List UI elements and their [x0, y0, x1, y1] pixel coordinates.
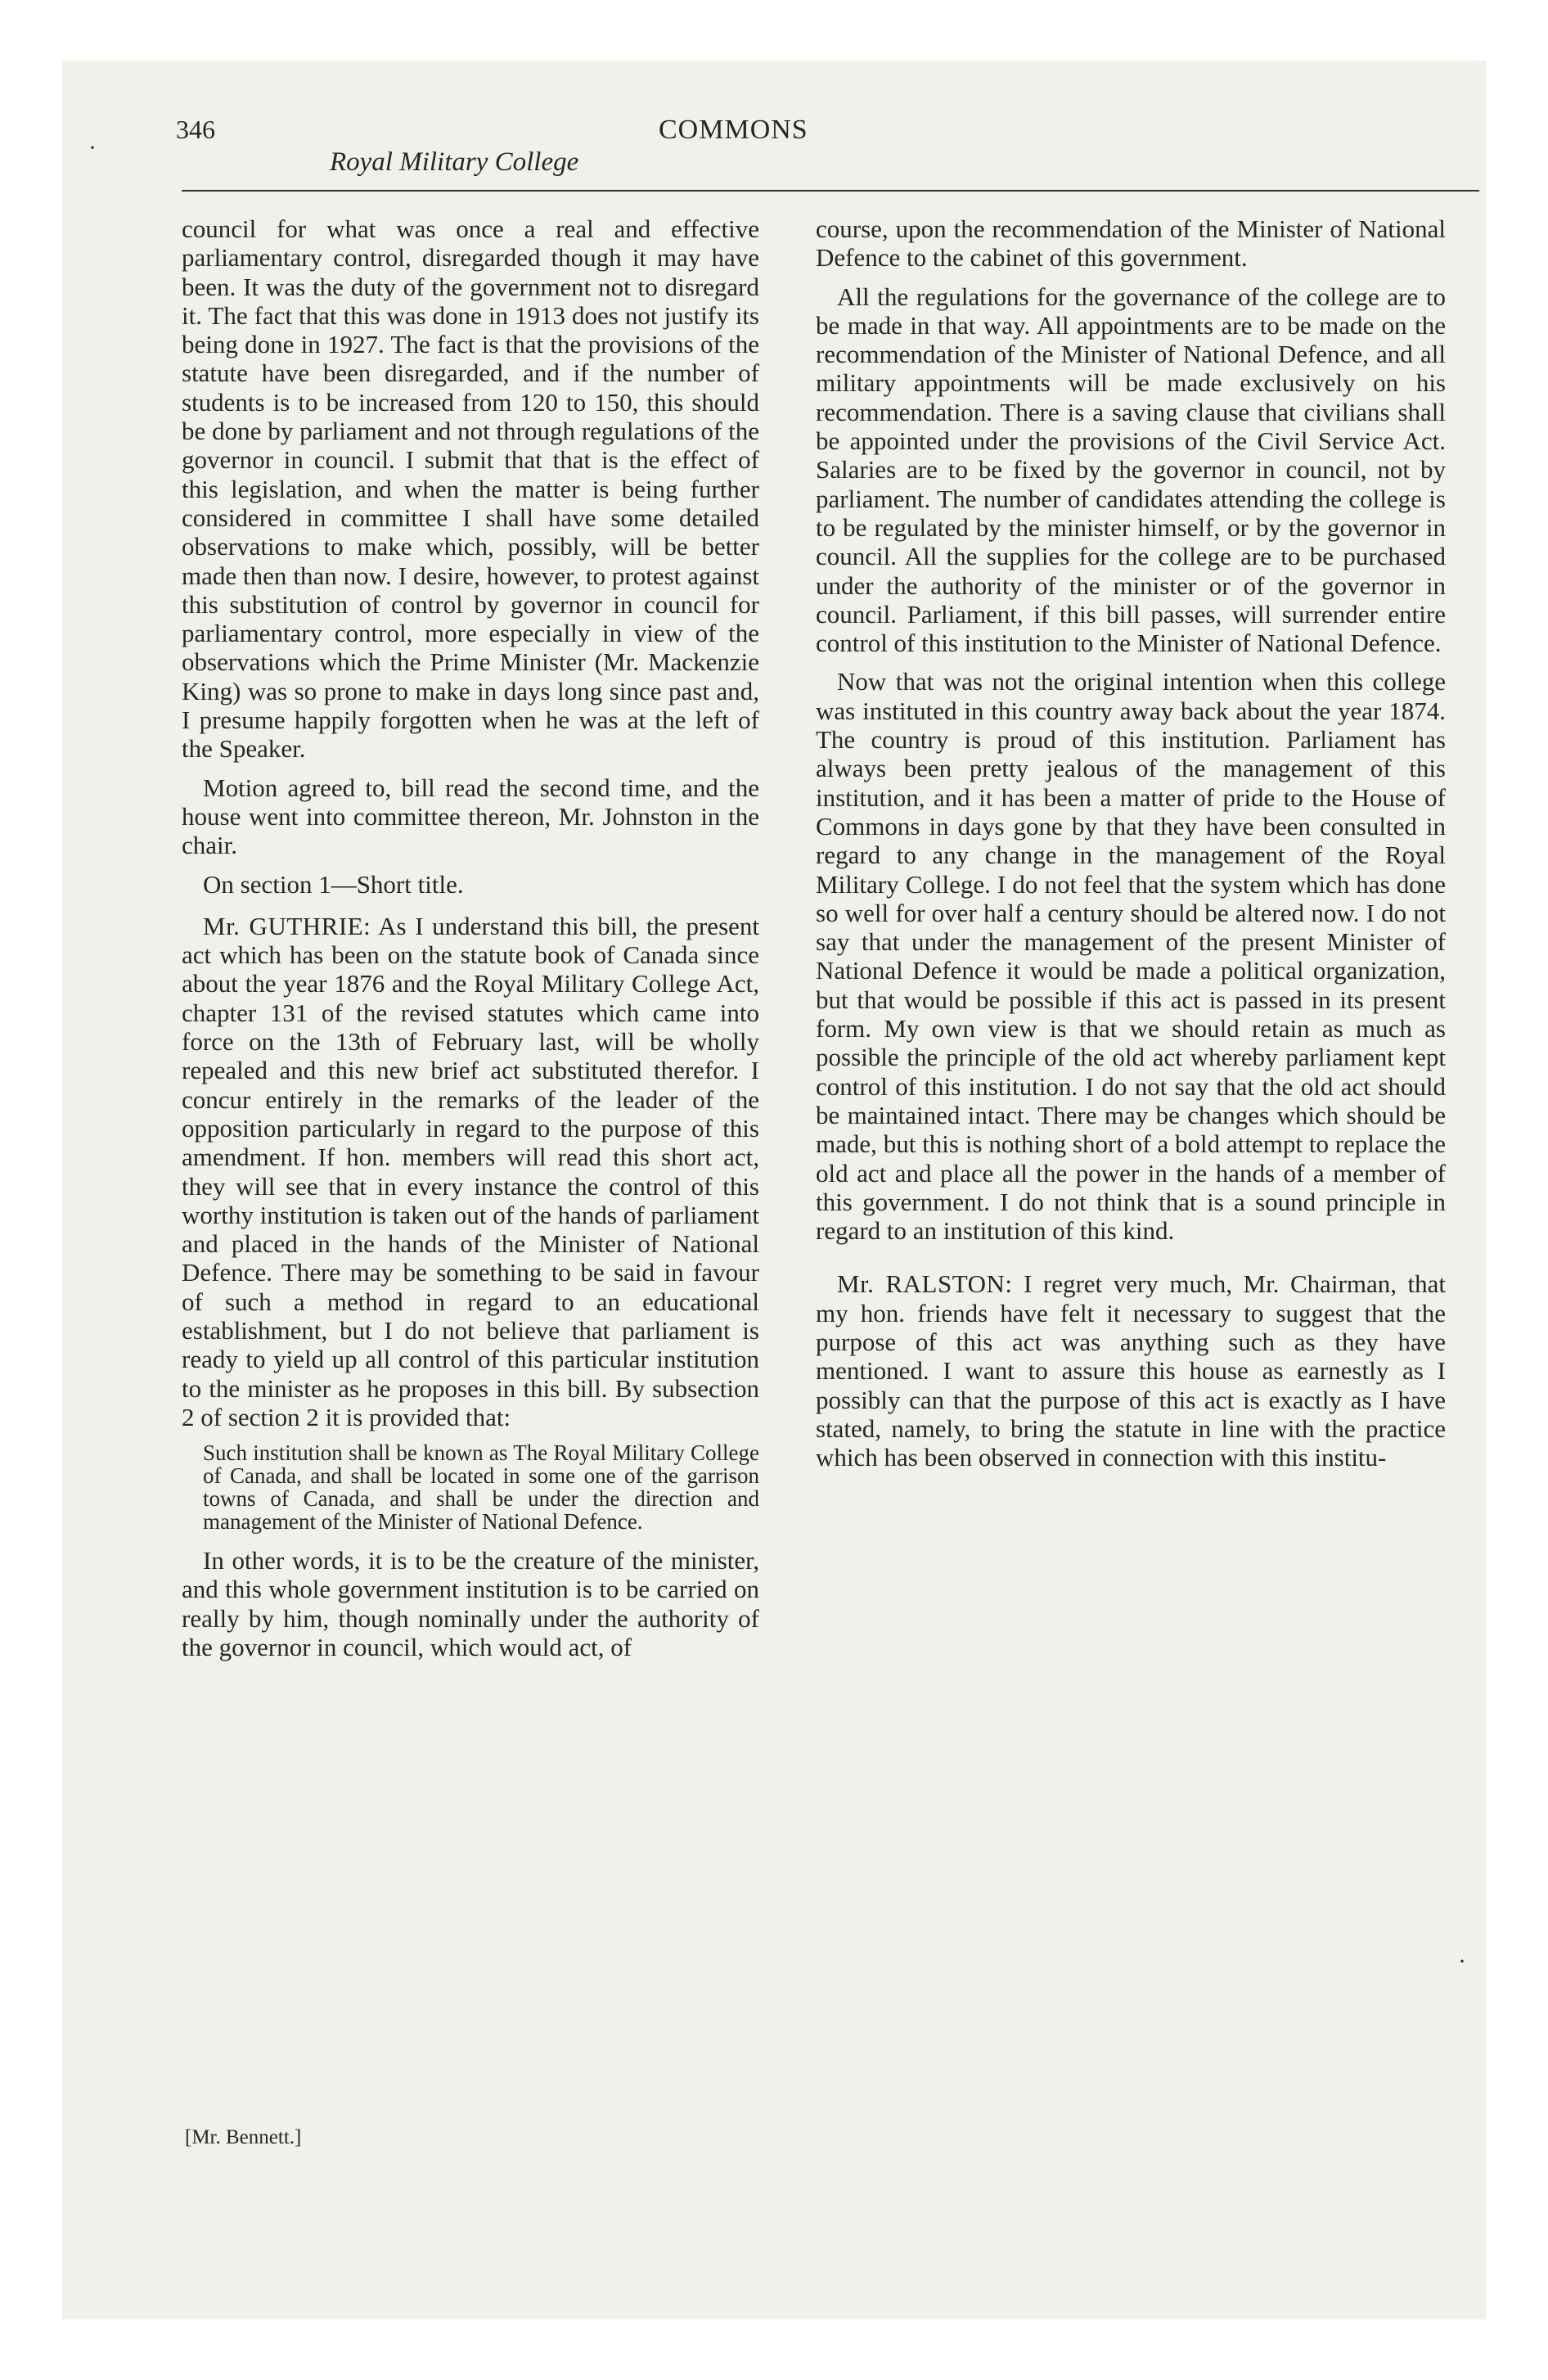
page-number: 346	[176, 115, 215, 144]
paragraph: Motion agreed to, bill read the second time, and the house went into committee thereon, Mr. Johnston in the chair.	[182, 773, 759, 860]
speech-paragraph	[182, 912, 759, 1431]
block-quote: Such institution shall be known as The Royal Military College of Canada, and shall be located in some one of the garrison towns of Canada, and shall be under the direction and management of the Minister of National Defence.	[203, 1440, 759, 1535]
margin-dot: ·	[1458, 1948, 1466, 1975]
speech-text: I regret very much, Mr. Chairman, that my hon. friends have felt it necessary to suggest that the purpose of this act was anything such as they have mentioned. I want to assure this house as earnestly as I possibly can that the purpose of this act is exactly as I have stated, namely, to bring the statute in line with the practice which has been observed in connection with this institu-	[816, 1269, 1446, 1472]
left-column	[182, 214, 759, 1671]
speaker-name: Mr. RALSTON:	[837, 1269, 1013, 1299]
paragraph: In other words, it is to be the creature of the minister, and this whole government institution is to be carried on really by him, though nominally under the authority of the governor in council, which would act, of	[182, 1546, 759, 1662]
paragraph: Now that was not the original intention when this college was instituted in this country away back about the year 1874. The country is proud of this institution. Parliament has always been pretty jealous of the management of this institution, and it has been a matter of pride to the House of Commons in days gone by that they have been consulted in regard to any change in the management of the Royal Military College. I do not feel that the system which has done so well for over half a century should be altered now. I do not say that under the management of the present Minister of National Defence it would be made a political organization, but that would be possible if this act is passed in its present form. My own view is that we should retain as much as possible the principle of the old act whereby parliament kept control of this institution. I do not say that the old act should be maintained intact. There may be changes which should be made, but this is nothing short of a bold attempt to replace the old act and place all the power in the hands of a member of this government. I do not think that is a sound principle in regard to an institution of this kind.	[816, 667, 1446, 1246]
header-rule	[182, 190, 1479, 192]
speaker-name: Mr. GUTHRIE:	[203, 911, 371, 940]
right-column	[816, 214, 1446, 1481]
paragraph: council for what was once a real and effective parliamentary control, disregarded though it may have been. It was the duty of the government not to disregard it. The fact that this was done in 1913 does not justify its being done in 1927. The fact is that the provisions of the statute have been disregarded, and if the number of students is to be increased from 120 to 150, this should be done by parliament and not through regulations of the governor in council. I submit that that is the effect of this legislation, and when the matter is being further considered in committee I shall have some detailed observations to make which, possibly, will be better made then than now. I desire, however, to protest against this substitution of control by governor in council for parliamentary control, more especially in view of the observations which the Prime Minister (Mr. Mackenzie King) was so prone to make in days long since past and, I presume happily forgotten when he was at the left of the Speaker.	[182, 214, 759, 764]
footer-speaker-note: [Mr. Bennett.]	[185, 2126, 302, 2148]
paragraph: All the regulations for the governance of the college are to be made in that way. All appointments are to be made on the recommendation of the Minister of National Defence, and all military appointments will be made exclusively on his recommendation. There is a saving clause that civilians shall be appointed under the provisions of the Civil Service Act. Salaries are to be fixed by the governor in council, not by parliament. The number of candidates attending the college is to be regulated by the minister himself, or by the governor in council. All the supplies for the college are to be purchased under the authority of the minister or of the governor in council. Parliament, if this bill passes, will surrender entire control of this institution to the Minister of National Defence.	[816, 282, 1446, 658]
paragraph: course, upon the recommendation of the Minister of National Defence to the cabinet of this government.	[816, 214, 1446, 273]
speech-paragraph	[816, 1269, 1446, 1472]
running-header-title: COMMONS	[659, 115, 808, 145]
speech-text: As I understand this bill, the present act which has been on the statute book of Canada since about the year 1876 and the Royal Military College Act, chapter 131 of the revised statutes which came into force on the 13th of February last, will be wholly repealed and this new brief act substituted therefor. I concur entirely in the remarks of the leader of the opposition particularly in regard to the purpose of this amendment. If hon. members will read this short act, they will see that in every instance the control of this worthy institution is taken out of the hands of parliament and placed in the hands of the Minister of National Defence. There may be something to be said in favour of such a method in regard to an educational establishment, but I do not believe that parliament is ready to yield up all control of this particular institution to the minister as he proposes in this bill. By subsection 2 of section 2 it is provided that:	[182, 911, 759, 1431]
section-heading: On section 1—Short title.	[203, 869, 464, 899]
margin-dot: ·	[88, 134, 97, 161]
running-header-subtitle: Royal Military College	[330, 147, 579, 177]
